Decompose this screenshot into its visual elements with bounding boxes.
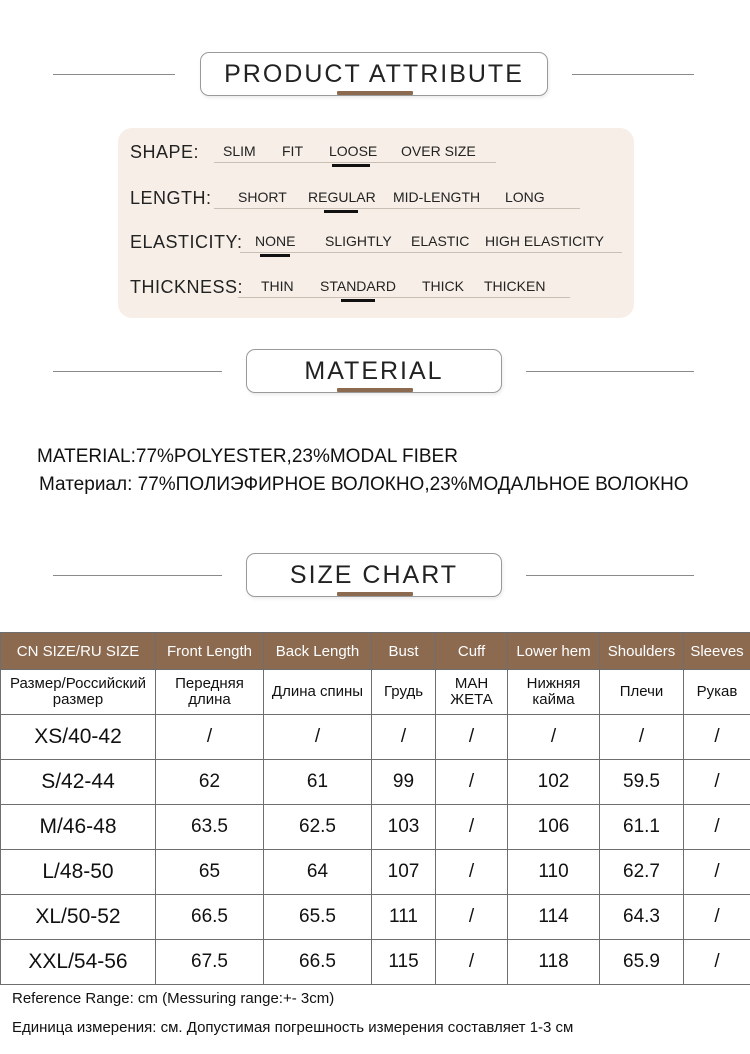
header-ru-size: Размер/Российский размер xyxy=(1,670,156,715)
header-cuff: Cuff xyxy=(436,633,508,670)
table-cell: / xyxy=(684,940,750,985)
option-slightly: SLIGHTLY xyxy=(325,233,392,249)
header-back-length: Back Length xyxy=(264,633,372,670)
table-cell: 103 xyxy=(372,805,436,850)
table-cell: 65.9 xyxy=(600,940,684,985)
table-cell: 61.1 xyxy=(600,805,684,850)
header-ru-bust: Грудь xyxy=(372,670,436,715)
table-cell: 62 xyxy=(156,760,264,805)
table-cell: 67.5 xyxy=(156,940,264,985)
header-cn-size: CN SIZE/RU SIZE xyxy=(1,633,156,670)
table-cell: 102 xyxy=(508,760,600,805)
option-thick: THICK xyxy=(422,278,464,294)
cell-size: L/48-50 xyxy=(1,850,156,895)
table-row xyxy=(1,715,750,760)
table-cell: / xyxy=(156,715,264,760)
attribute-row-length xyxy=(118,174,634,214)
attribute-underline xyxy=(214,208,580,209)
attribute-underline xyxy=(238,297,570,298)
table-cell: 65.5 xyxy=(264,895,372,940)
table-cell: / xyxy=(436,850,508,895)
table-cell: 65 xyxy=(156,850,264,895)
table-cell: / xyxy=(508,715,600,760)
header-ru-front-length: Передняя длина xyxy=(156,670,264,715)
divider-right xyxy=(572,74,694,75)
option-regular-selected: REGULAR xyxy=(308,189,376,205)
divider-left xyxy=(53,371,222,372)
table-cell: / xyxy=(436,895,508,940)
material-text-ru: Материал: 77%ПОЛИЭФИРНОЕ ВОЛОКНО,23%МОДАЛЬНОЕ ВОЛОКНО xyxy=(39,474,689,495)
size-chart-table xyxy=(0,632,750,985)
selected-marker xyxy=(324,210,358,213)
header-ru-cuff: МАН ЖЕТА xyxy=(436,670,508,715)
table-cell: / xyxy=(436,940,508,985)
table-cell: / xyxy=(436,715,508,760)
note-measurement-ru: Единица измерения: см. Допустимая погрешность измерения составляет 1-3 см xyxy=(12,1019,574,1036)
cell-size: M/46-48 xyxy=(1,805,156,850)
attribute-label-thickness: THICKNESS: xyxy=(130,277,244,297)
divider-right xyxy=(526,575,694,576)
table-cell: 106 xyxy=(508,805,600,850)
table-cell: 66.5 xyxy=(156,895,264,940)
table-cell: 99 xyxy=(372,760,436,805)
table-cell: 59.5 xyxy=(600,760,684,805)
table-cell: / xyxy=(436,805,508,850)
option-over-size: OVER SIZE xyxy=(401,143,476,159)
table-row xyxy=(1,895,750,940)
attribute-underline xyxy=(240,252,622,253)
attribute-label-length: LENGTH: xyxy=(130,188,212,208)
table-cell: 114 xyxy=(508,895,600,940)
table-row xyxy=(1,805,750,850)
cell-size: XL/50-52 xyxy=(1,895,156,940)
table-row xyxy=(1,760,750,805)
option-elastic: ELASTIC xyxy=(411,233,470,249)
option-loose-selected: LOOSE xyxy=(329,143,378,159)
attribute-row-shape xyxy=(118,128,634,168)
header-lower-hem: Lower hem xyxy=(508,633,600,670)
table-cell: 115 xyxy=(372,940,436,985)
material-text-en: MATERIAL:77%POLYESTER,23%MODAL FIBER xyxy=(37,446,458,467)
divider-left xyxy=(53,74,175,75)
table-cell: 111 xyxy=(372,895,436,940)
table-row xyxy=(1,940,750,985)
section-header-size-chart xyxy=(0,553,750,603)
header-ru-sleeves: Рукав xyxy=(684,670,750,715)
table-cell: / xyxy=(684,715,750,760)
table-cell: 62.7 xyxy=(600,850,684,895)
attribute-row-elasticity xyxy=(118,218,634,258)
table-cell: / xyxy=(436,760,508,805)
table-cell: / xyxy=(600,715,684,760)
table-cell: 118 xyxy=(508,940,600,985)
header-sleeves: Sleeves xyxy=(684,633,750,670)
option-thicken: THICKEN xyxy=(484,278,546,294)
table-cell: 62.5 xyxy=(264,805,372,850)
table-cell: / xyxy=(372,715,436,760)
attribute-label-elasticity: ELASTICITY: xyxy=(130,232,243,252)
option-fit: FIT xyxy=(282,143,303,159)
option-long: LONG xyxy=(505,189,545,205)
option-slim: SLIM xyxy=(223,143,256,159)
table-cell: 107 xyxy=(372,850,436,895)
table-cell: 110 xyxy=(508,850,600,895)
table-header-row xyxy=(1,633,750,670)
divider-right xyxy=(526,371,694,372)
attribute-underline xyxy=(214,162,496,163)
cell-size: S/42-44 xyxy=(1,760,156,805)
divider-left xyxy=(53,575,222,576)
option-mid-length: MID-LENGTH xyxy=(393,189,481,205)
header-front-length: Front Length xyxy=(156,633,264,670)
section-header-product-attribute xyxy=(0,52,750,102)
table-cell: 63.5 xyxy=(156,805,264,850)
table-cell: 64.3 xyxy=(600,895,684,940)
title-accent-bar xyxy=(337,592,413,596)
section-title-size-chart: SIZE CHART xyxy=(246,553,502,597)
header-shoulders: Shoulders xyxy=(600,633,684,670)
cell-size: XS/40-42 xyxy=(1,715,156,760)
title-accent-bar xyxy=(337,388,413,392)
table-cell: / xyxy=(684,760,750,805)
selected-marker xyxy=(341,299,375,302)
title-accent-bar xyxy=(337,91,413,95)
table-header-row-ru xyxy=(1,670,750,715)
table-cell: 66.5 xyxy=(264,940,372,985)
attribute-panel xyxy=(118,128,634,318)
header-ru-shoulders: Плечи xyxy=(600,670,684,715)
table-cell: / xyxy=(264,715,372,760)
table-cell: 64 xyxy=(264,850,372,895)
table-row xyxy=(1,850,750,895)
selected-marker xyxy=(260,254,290,257)
header-bust: Bust xyxy=(372,633,436,670)
table-cell: / xyxy=(684,850,750,895)
section-title-product-attribute: PRODUCT ATTRIBUTE xyxy=(200,52,548,96)
attribute-row-thickness xyxy=(118,263,634,303)
table-cell: / xyxy=(684,805,750,850)
section-header-material xyxy=(0,349,750,399)
table-cell: / xyxy=(684,895,750,940)
option-standard-selected: STANDARD xyxy=(320,278,396,294)
attribute-label-shape: SHAPE: xyxy=(130,142,200,162)
option-short: SHORT xyxy=(238,189,287,205)
cell-size: XXL/54-56 xyxy=(1,940,156,985)
header-ru-back-length: Длина спины xyxy=(264,670,372,715)
option-high-elasticity: HIGH ELASTICITY xyxy=(485,233,605,249)
section-title-material: MATERIAL xyxy=(246,349,502,393)
table-cell: 61 xyxy=(264,760,372,805)
option-thin: THIN xyxy=(261,278,294,294)
note-reference-range: Reference Range: cm (Messuring range:+- 3cm) xyxy=(12,990,335,1007)
option-none-selected: NONE xyxy=(255,233,296,249)
selected-marker xyxy=(332,164,370,167)
header-ru-lower-hem: Нижняя кайма xyxy=(508,670,600,715)
